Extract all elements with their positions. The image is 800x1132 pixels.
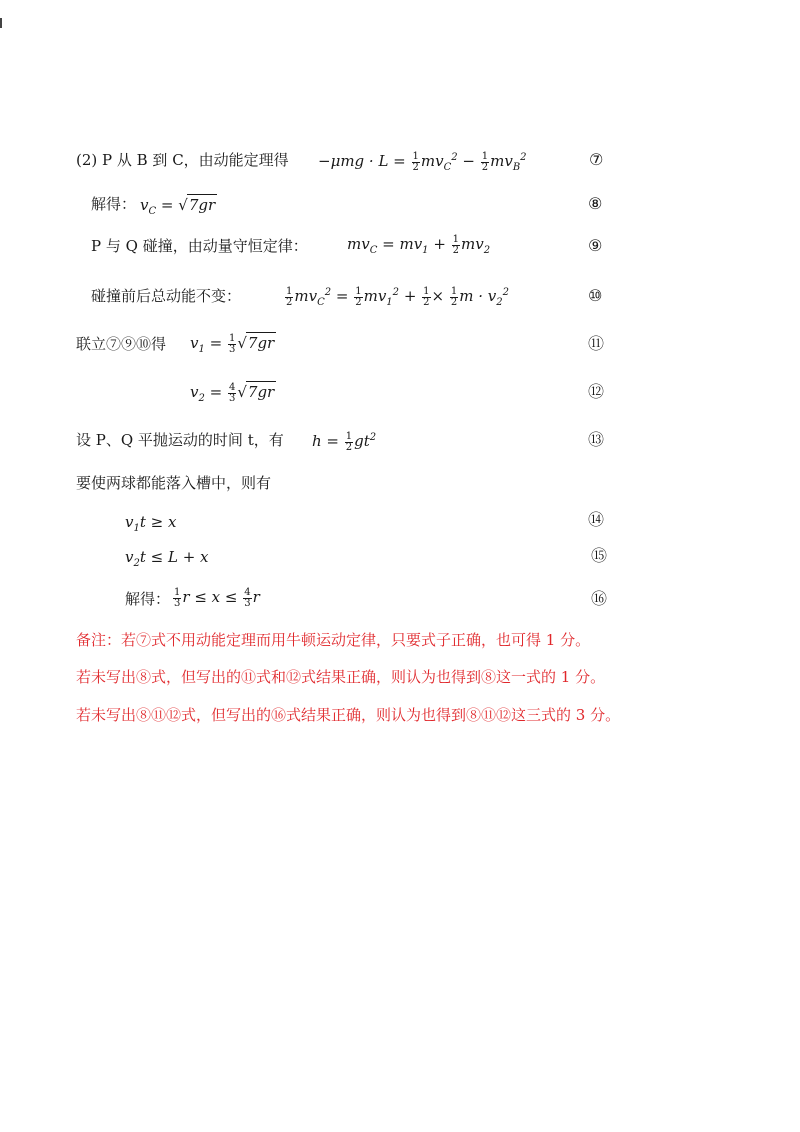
- equation-13: h = $\frac{1}{2}$ $gt^2$: [312, 430, 377, 453]
- marker-15: ⑮: [591, 546, 608, 565]
- equation-7: −μmg · L = $\frac{1}{2}$ $mv_C^2$ − $\frac{1}{2}$ $mv_B^2$: [318, 150, 527, 173]
- marker-11: ⑪: [588, 334, 605, 353]
- marker-9: ⑨: [588, 236, 603, 255]
- equation-15: $v_2t \le L + x$: [125, 548, 209, 569]
- equation-11: $v_1$ = $\frac{1}{3}$ √7gr: [190, 332, 275, 355]
- note-2: 若未写出⑧式，但写出的⑪式和⑫式结果正确，则认为也得到⑧这一式的 1 分。: [76, 668, 606, 686]
- energy-conserved-text: 碰撞前后总动能不变：: [91, 287, 242, 305]
- equation-12: $v_2$ = $\frac{4}{3}$ √7gr: [190, 381, 275, 404]
- page-corner-mark: [0, 18, 2, 28]
- part2-intro: (2) P 从 B 到 C，由动能定理得: [76, 151, 289, 169]
- equation-14: $v_1t \ge x$: [125, 513, 177, 534]
- solve-x-label: 解得：: [125, 590, 171, 608]
- marker-8: ⑧: [588, 194, 603, 213]
- both-balls-text: 要使两球都能落入槽中，则有: [76, 474, 272, 492]
- equation-16: $\frac{1}{3}$ r ≤ x ≤ $\frac{4}{3}$ r: [174, 586, 260, 609]
- marker-12: ⑫: [588, 382, 605, 401]
- marker-16: ⑯: [591, 589, 608, 608]
- collision-momentum-text: P 与 Q 碰撞，由动量守恒定律：: [91, 237, 308, 255]
- marker-7: ⑦: [589, 150, 604, 169]
- time-description: 设 P、Q 平抛运动的时间 t，有: [76, 431, 284, 449]
- marker-10: ⑩: [588, 286, 603, 305]
- note-1: 备注：若⑦式不用动能定理而用牛顿运动定律，只要式子正确，也可得 1 分。: [76, 631, 591, 649]
- equation-8: $v_C = √7gr$: [140, 196, 216, 217]
- equation-10: $\frac{1}{2}$ $mv_C^2$ = $\frac{1}{2}$ $mv_1^2$ + $\frac{1}{2}$ × $\frac{1}{2}$ $m \cdot v_2^2$: [286, 285, 510, 308]
- combine-text: 联立⑦⑨⑩得: [76, 335, 167, 353]
- note-3: 若未写出⑧⑪⑫式，但写出的⑯式结果正确，则认为也得到⑧⑪⑫这三式的 3 分。: [76, 706, 621, 724]
- equation-9: $mv_C = mv_1$ + $\frac{1}{2}$ $mv_2$: [347, 233, 491, 256]
- solve-vc-label: 解得：: [91, 195, 137, 213]
- marker-14: ⑭: [588, 510, 605, 529]
- marker-13: ⑬: [588, 430, 605, 449]
